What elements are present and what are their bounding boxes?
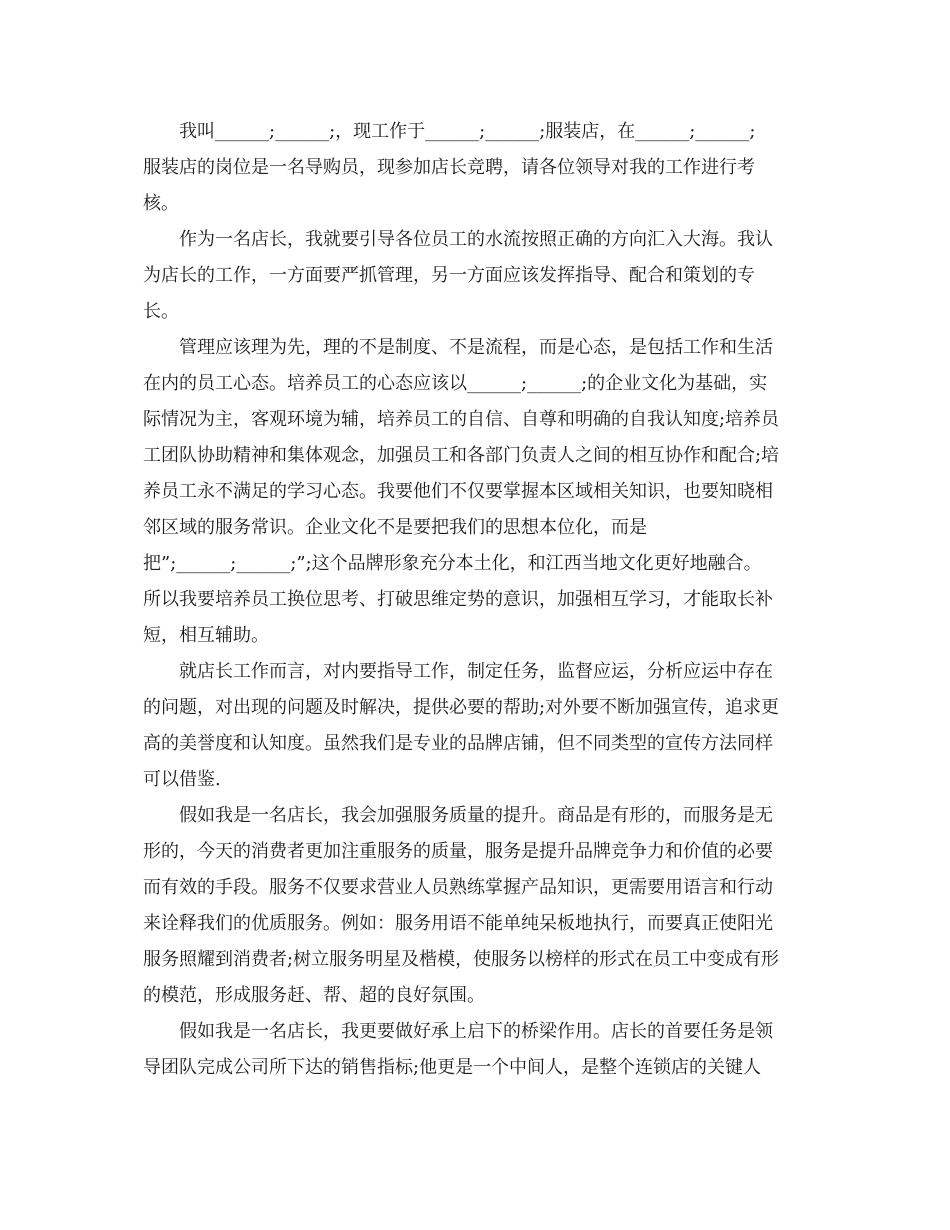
text-line: 我叫______;______;，现工作于______;______;服装店，在______;______;	[179, 121, 756, 142]
text-line: 际情况为主，客观环境为辅，培养员工的自信、自尊和明确的自我认知度;培养员	[143, 409, 780, 430]
paragraph	[143, 114, 803, 222]
text-line: 可以借鉴.	[143, 769, 221, 790]
text-line: 为店长的工作，一方面要严抓管理，另一方面应该发挥指导、配合和策划的专	[143, 265, 755, 286]
text-line: 把”;______;______;”;这个品牌形象充分本土化，和江西当地文化更好地融合。	[143, 553, 762, 574]
text-line: 长。	[143, 301, 179, 322]
text-line: 来诠释我们的优质服务。例如：服务用语不能单纯呆板地执行，而要真正使阳光	[143, 913, 773, 934]
text-line: 形的，今天的消费者更加注重服务的质量，服务是提升品牌竞争力和价值的必要	[143, 841, 773, 862]
paragraph	[143, 222, 803, 330]
text-line: 服装店的岗位是一名导购员，现参加店长竞聘，请各位领导对我的工作进行考	[143, 157, 755, 178]
text-line: 而有效的手段。服务不仅要求营业人员熟练掌握产品知识，更需要用语言和行动	[143, 877, 773, 898]
text-line: 短，相互辅助。	[143, 625, 269, 646]
text-line: 假如我是一名店长，我更要做好承上启下的桥梁作用。店长的首要任务是领	[179, 1021, 773, 1042]
paragraph	[143, 1014, 803, 1086]
text-line: 工团队协助精神和集体观念，加强员工和各部门负责人之间的相互协作和配合;培	[143, 445, 780, 466]
document-body	[143, 114, 803, 1086]
text-line: 管理应该理为先，理的不是制度、不是流程，而是心态，是包括工作和生活	[179, 337, 773, 358]
text-line: 邻区域的服务常识。企业文化不是要把我们的思想本位化，而是	[143, 517, 647, 538]
text-line: 在内的员工心态。培养员工的心态应该以______;______;的企业文化为基础，实	[143, 373, 768, 394]
paragraph	[143, 654, 803, 798]
paragraph	[143, 330, 803, 654]
text-line: 作为一名店长，我就要引导各位员工的水流按照正确的方向汇入大海。我认	[179, 229, 773, 250]
text-line: 的模范，形成服务赶、帮、超的良好氛围。	[143, 985, 485, 1006]
text-line: 的问题，对出现的问题及时解决，提供必要的帮助;对外要不断加强宣传，追求更	[143, 697, 780, 718]
text-line: 养员工永不满足的学习心态。我要他们不仅要掌握本区域相关知识，也要知晓相	[143, 481, 773, 502]
text-line: 核。	[143, 193, 179, 214]
text-line: 导团队完成公司所下达的销售指标;他更是一个中间人，是整个连锁店的关键人	[143, 1057, 762, 1078]
text-line: 假如我是一名店长，我会加强服务质量的提升。商品是有形的，而服务是无	[179, 805, 773, 826]
text-line: 就店长工作而言，对内要指导工作，制定任务，监督应运，分析应运中存在	[179, 661, 773, 682]
paragraph	[143, 798, 803, 1014]
text-line: 所以我要培养员工换位思考、打破思维定势的意识，加强相互学习，才能取长补	[143, 589, 773, 610]
text-line: 高的美誉度和认知度。虽然我们是专业的品牌店铺，但不同类型的宣传方法同样	[143, 733, 773, 754]
text-line: 服务照耀到消费者;树立服务明星及楷模，使服务以榜样的形式在员工中变成有形	[143, 949, 780, 970]
